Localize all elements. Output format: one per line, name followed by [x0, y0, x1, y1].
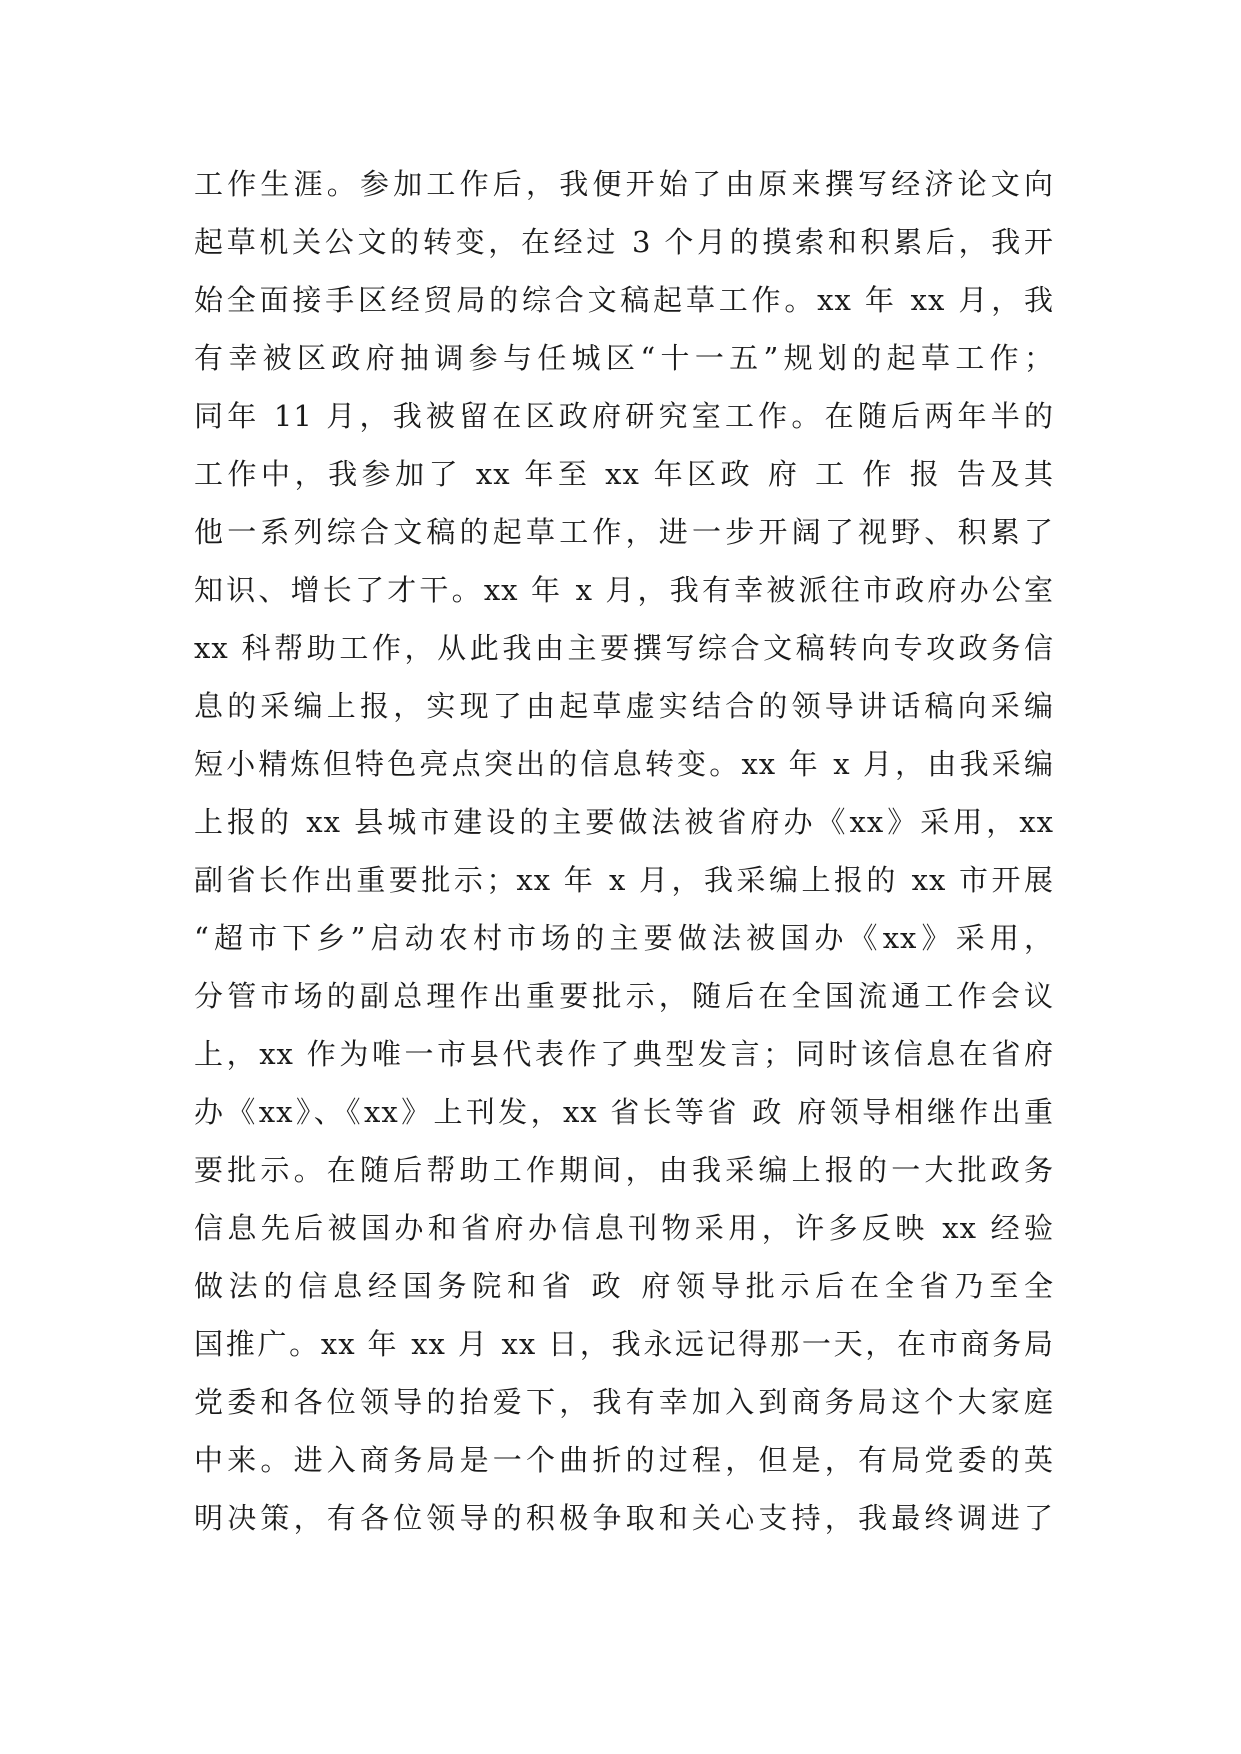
text-line-9: xx 科帮助工作，从此我由主要撰写综合文稿转向专攻政务信	[194, 631, 1054, 665]
text-line-24: 明决策，有各位领导的积极争取和关心支持，我最终调进了	[194, 1501, 1054, 1535]
text-line-16: 上，xx 作为唯一市县代表作了典型发言；同时该信息在省府	[194, 1037, 1054, 1071]
text-line-18: 要批示。在随后帮助工作期间，由我采编上报的一大批政务	[194, 1153, 1054, 1187]
text-line-8: 知识、增长了才干。xx 年 x 月，我有幸被派往市政府办公室	[194, 573, 1054, 607]
text-line-19: 信息先后被国办和省府办信息刊物采用，许多反映 xx 经验	[194, 1211, 1054, 1245]
text-line-6: 工作中，我参加了 xx 年至 xx 年区政 府 工 作 报 告及其	[194, 457, 1054, 491]
text-line-2: 起草机关公文的转变，在经过 3 个月的摸索和积累后，我开	[194, 225, 1054, 259]
text-line-21: 国推广。xx 年 xx 月 xx 日，我永远记得那一天，在市商务局	[194, 1327, 1054, 1361]
text-line-15: 分管市场的副总理作出重要批示，随后在全国流通工作会议	[194, 979, 1054, 1013]
text-line-22: 党委和各位领导的抬爱下，我有幸加入到商务局这个大家庭	[194, 1385, 1054, 1419]
text-line-4: 有幸被区政府抽调参与任城区“十一五”规划的起草工作；	[194, 341, 1054, 375]
text-line-5: 同年 11 月，我被留在区政府研究室工作。在随后两年半的	[194, 399, 1054, 433]
text-line-1: 工作生涯。参加工作后，我便开始了由原来撰写经济论文向	[194, 167, 1054, 201]
text-line-13: 副省长作出重要批示；xx 年 x 月，我采编上报的 xx 市开展	[194, 863, 1054, 897]
text-line-17: 办《xx》、《xx》上刊发，xx 省长等省 政 府领导相继作出重	[194, 1095, 1054, 1129]
text-line-20: 做法的信息经国务院和省 政 府领导批示后在全省乃至全	[194, 1269, 1054, 1303]
text-line-10: 息的采编上报，实现了由起草虚实结合的领导讲话稿向采编	[194, 689, 1054, 723]
body-text	[194, 155, 1054, 1547]
text-line-7: 他一系列综合文稿的起草工作，进一步开阔了视野、积累了	[194, 515, 1054, 549]
text-line-12: 上报的 xx 县城市建设的主要做法被省府办《xx》采用，xx	[194, 805, 1054, 839]
text-line-11: 短小精炼但特色亮点突出的信息转变。xx 年 x 月，由我采编	[194, 747, 1054, 781]
text-line-3: 始全面接手区经贸局的综合文稿起草工作。xx 年 xx 月，我	[194, 283, 1054, 317]
text-line-14: “超市下乡”启动农村市场的主要做法被国办《xx》采用，	[194, 921, 1054, 955]
text-line-23: 中来。进入商务局是一个曲折的过程，但是，有局党委的英	[194, 1443, 1054, 1477]
